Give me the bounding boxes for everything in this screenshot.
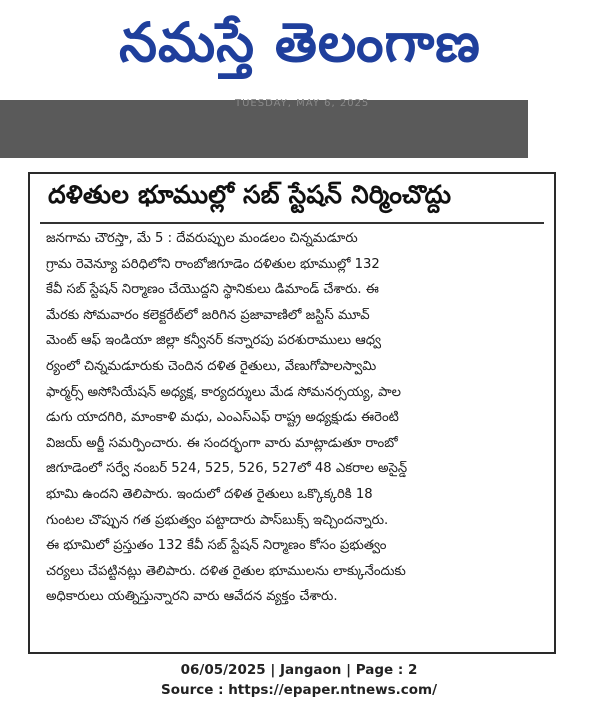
headline-divider [40,222,544,224]
article-line: చర్యలు చేపట్టినట్లు తెలిపారు. దళిత రైతుల భూములను లాక్కునేందుకు [46,563,406,579]
article-line: డుగు యాదగిరి, మాంకాళి మధు, ఎంఎస్ఎఫ్ రాష్ట్ర అధ్యక్షుడు ఈరెంటి [46,410,399,426]
article-line: ఈ భూమిలో ప్రస్తుతం 132 కేవీ సబ్ స్టేషన్ నిర్మాణం కోసం ప్రభుత్వం [46,538,387,554]
article-line: ఫార్మర్స్ అసోసియేషన్ అధ్యక్ష, కార్యదర్శులు మేడ సోమనర్సయ్య, పాల [46,384,401,400]
date-band [0,100,528,158]
date-line: TUESDAY, MAY 6, 2025 [235,98,370,109]
headline: దళితుల భూముల్లో సబ్ స్టేషన్ నిర్మించొద్దు [48,180,452,209]
news-clipping [28,172,556,654]
article-line: విజయ్ అర్జీ సమర్పించారు. ఈ సందర్భంగా వారు మాట్లాడుతూ రాంబో [46,435,398,451]
article-line: జిగూడెంలో సర్వే నంబర్ 524, 525, 526, 527లో 48 ఎకరాల అసైన్డ్ [46,461,408,477]
source-link[interactable]: Source : https://epaper.ntnews.com/ [160,682,438,698]
article-line: మేరకు సోమవారం కలెక్టరేట్‌లో జరిగిన ప్రజావాణిలో జస్టిస్ మూవ్ [46,307,370,323]
article-line: గ్రామ రెవెన్యూ పరిధిలోని రాంబోజిగూడెం దళితుల భూముల్లో 132 [46,256,380,272]
article-line: జనగామ చౌరస్తా, మే 5 : దేవరుప్పుల మండలం చిన్నమడూరు [46,231,358,246]
masthead [0,0,598,100]
clipping-footer [0,660,598,720]
article-line: ర్యంలో చిన్నమడూరుకు చెందిన దళిత రైతులు, వేణుగోపాలస్వామి [46,358,377,374]
article-line: కేవీ సబ్ స్టేషన్ నిర్మాణం చేయొద్దని స్థానికులు డిమాండ్ చేశారు. ఈ [46,282,379,298]
article-body [46,226,540,610]
edition-info: 06/05/2025 | Jangaon | Page : 2 [180,662,418,678]
article-line: భూమి ఉందని తెలిపారు. ఇందులో దళిత రైతులు ఒక్కొక్కరికి 18 [46,486,373,502]
article-line: గుంటల చొప్పున గత ప్రభుత్వం పట్టాదారు పాస్‌బుక్స్ ఇచ్చిందన్నారు. [46,512,389,528]
article-line: అధికారులు యత్నిస్తున్నారని వారు ఆవేదన వ్యక్తం చేశారు. [46,589,338,605]
newspaper-logo: నమస్తే తెలంగాణ [119,10,481,74]
article-line: మెంట్ ఆఫ్ ఇండియా జిల్లా కన్వీనర్ కన్నారపు పరశురాములు ఆధ్వ [46,333,382,349]
